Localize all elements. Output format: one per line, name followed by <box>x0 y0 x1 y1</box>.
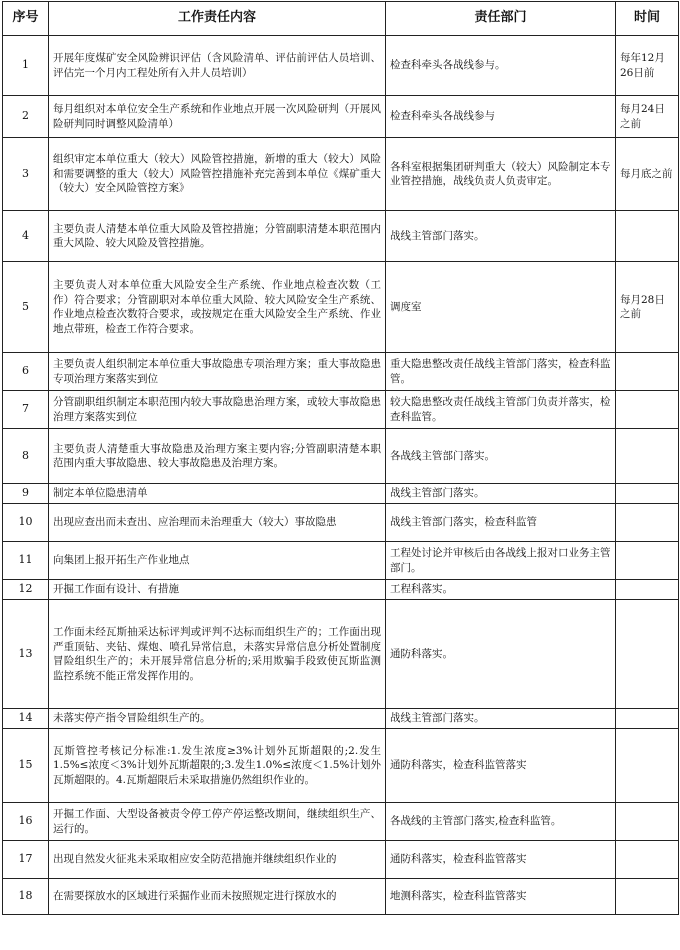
row-no: 18 <box>3 879 49 915</box>
row-time <box>616 803 679 841</box>
row-time <box>616 353 679 391</box>
row-dept: 通防科落实，检查科监管落实 <box>386 729 616 803</box>
row-content: 开展年度煤矿安全风险辨识评估（含风险清单、评估前评估人员培训、评估完一个月内工程处所有入井人员培训） <box>49 36 386 96</box>
row-no: 2 <box>3 96 49 138</box>
row-no: 13 <box>3 600 49 709</box>
row-dept: 工程处讨论并审核后由各战线上报对口业务主管部门。 <box>386 542 616 580</box>
row-dept: 战线主管部门落实，检查科监管 <box>386 504 616 542</box>
row-no: 11 <box>3 542 49 580</box>
row-no: 16 <box>3 803 49 841</box>
table-row <box>3 36 679 96</box>
row-dept: 检查科牵头各战线参与。 <box>386 36 616 96</box>
row-time: 每月底之前 <box>616 138 679 211</box>
row-content: 主要负责人清楚重大事故隐患及治理方案主要内容;分管副职清楚本职范围内重大事故隐患、较大事故隐患及治理方案。 <box>49 429 386 484</box>
row-content: 主要负责人对本单位重大风险安全生产系统、作业地点检查次数（工作）符合要求；分管副职对本单位重大风险、较大风险安全生产系统、作业地点检查次数符合要求，或按规定在重大风险安全生产系统、作业地点带班，检查工作符合要求。 <box>49 262 386 353</box>
row-time <box>616 709 679 729</box>
row-no: 3 <box>3 138 49 211</box>
table-row <box>3 353 679 391</box>
row-no: 7 <box>3 391 49 429</box>
row-dept: 各战线主管部门落实。 <box>386 429 616 484</box>
row-no: 5 <box>3 262 49 353</box>
table-row <box>3 803 679 841</box>
row-time: 每月28日之前 <box>616 262 679 353</box>
row-dept: 通防科落实，检查科监管落实 <box>386 841 616 879</box>
table-row <box>3 262 679 353</box>
row-dept: 工程科落实。 <box>386 580 616 600</box>
row-time <box>616 211 679 262</box>
row-time <box>616 429 679 484</box>
row-dept: 战线主管部门落实。 <box>386 484 616 504</box>
row-content: 瓦斯管控考核记分标准:1.发生浓度≥3%计划外瓦斯超限的;2.发生1.5%≤浓度＜3%计划外瓦斯超限的;3.发生1.0%≤浓度＜1.5%计划外瓦斯超限的。4.瓦斯超限后未采取措施仍然组织作业的。 <box>49 729 386 803</box>
row-time <box>616 542 679 580</box>
row-content: 组织审定本单位重大（较大）风险管控措施，新增的重大（较大）风险和需要调整的重大（较大）风险管控措施补充完善到本单位《煤矿重大（较大）安全风险管控方案》 <box>49 138 386 211</box>
row-no: 12 <box>3 580 49 600</box>
row-dept: 战线主管部门落实。 <box>386 211 616 262</box>
row-dept: 各战线的主管部门落实,检查科监管。 <box>386 803 616 841</box>
row-content: 向集团上报开拓生产作业地点 <box>49 542 386 580</box>
row-time <box>616 484 679 504</box>
header-content: 工作责任内容 <box>49 2 386 36</box>
row-content: 制定本单位隐患清单 <box>49 484 386 504</box>
table-row <box>3 391 679 429</box>
table-row <box>3 879 679 915</box>
row-no: 15 <box>3 729 49 803</box>
row-time <box>616 729 679 803</box>
row-content: 工作面未经瓦斯抽采达标评判或评判不达标而组织生产的；工作面出现严重顶钻、夹钻、煤炮、喷孔异常信息，未落实异常信息分析处置制度冒险组织生产的；未开展异常信息分析的;采用欺骗手段致使瓦斯监测监控系统不能正常发挥作用的。 <box>49 600 386 709</box>
row-no: 9 <box>3 484 49 504</box>
row-time <box>616 879 679 915</box>
row-content: 在需要探放水的区域进行采掘作业而未按照规定进行探放水的 <box>49 879 386 915</box>
row-content: 每月组织对本单位安全生产系统和作业地点开展一次风险研判（开展风险研判同时调整风险清单） <box>49 96 386 138</box>
row-content: 出现应查出而未查出、应治理而未治理重大（较大）事故隐患 <box>49 504 386 542</box>
table-row <box>3 429 679 484</box>
row-content: 出现自然发火征兆未采取相应安全防范措施并继续组织作业的 <box>49 841 386 879</box>
row-time <box>616 600 679 709</box>
row-dept: 较大隐患整改责任战线主管部门负责并落实，检查科监管。 <box>386 391 616 429</box>
table-row <box>3 504 679 542</box>
table-row <box>3 580 679 600</box>
row-time: 每月24日之前 <box>616 96 679 138</box>
row-no: 1 <box>3 36 49 96</box>
row-content: 主要负责人组织制定本单位重大事故隐患专项治理方案；重大事故隐患专项治理方案落实到位 <box>49 353 386 391</box>
responsibility-table <box>2 1 679 915</box>
row-no: 14 <box>3 709 49 729</box>
table-row <box>3 138 679 211</box>
row-time <box>616 841 679 879</box>
row-time <box>616 504 679 542</box>
row-time <box>616 580 679 600</box>
table-row <box>3 211 679 262</box>
row-content: 主要负责人清楚本单位重大风险及管控措施；分管副职清楚本职范围内重大风险、较大风险及管控措施。 <box>49 211 386 262</box>
row-no: 6 <box>3 353 49 391</box>
row-content: 未落实停产指令冒险组织生产的。 <box>49 709 386 729</box>
row-dept: 重大隐患整改责任战线主管部门落实，检查科监管。 <box>386 353 616 391</box>
row-content: 开掘工作面有设计、有措施 <box>49 580 386 600</box>
row-no: 10 <box>3 504 49 542</box>
table-row <box>3 729 679 803</box>
row-no: 17 <box>3 841 49 879</box>
table-row <box>3 484 679 504</box>
row-dept: 各科室根据集团研判重大（较大）风险制定本专业管控措施，战线负责人负责审定。 <box>386 138 616 211</box>
row-dept: 战线主管部门落实。 <box>386 709 616 729</box>
header-no: 序号 <box>3 2 49 36</box>
table-row <box>3 841 679 879</box>
header-time: 时间 <box>616 2 679 36</box>
row-time <box>616 391 679 429</box>
row-no: 8 <box>3 429 49 484</box>
row-content: 开掘工作面、大型设备被责令停工停产停运整改期间，继续组织生产、运行的。 <box>49 803 386 841</box>
row-dept: 检查科牵头各战线参与 <box>386 96 616 138</box>
row-time: 每年12月26日前 <box>616 36 679 96</box>
header-row <box>3 2 679 36</box>
row-dept: 地测科落实，检查科监管落实 <box>386 879 616 915</box>
row-dept: 通防科落实。 <box>386 600 616 709</box>
table-row <box>3 96 679 138</box>
table-row <box>3 709 679 729</box>
header-dept: 责任部门 <box>386 2 616 36</box>
table-row <box>3 542 679 580</box>
row-content: 分管副职组织制定本职范围内较大事故隐患治理方案，或较大事故隐患治理方案落实到位 <box>49 391 386 429</box>
row-dept: 调度室 <box>386 262 616 353</box>
table-row <box>3 600 679 709</box>
row-no: 4 <box>3 211 49 262</box>
